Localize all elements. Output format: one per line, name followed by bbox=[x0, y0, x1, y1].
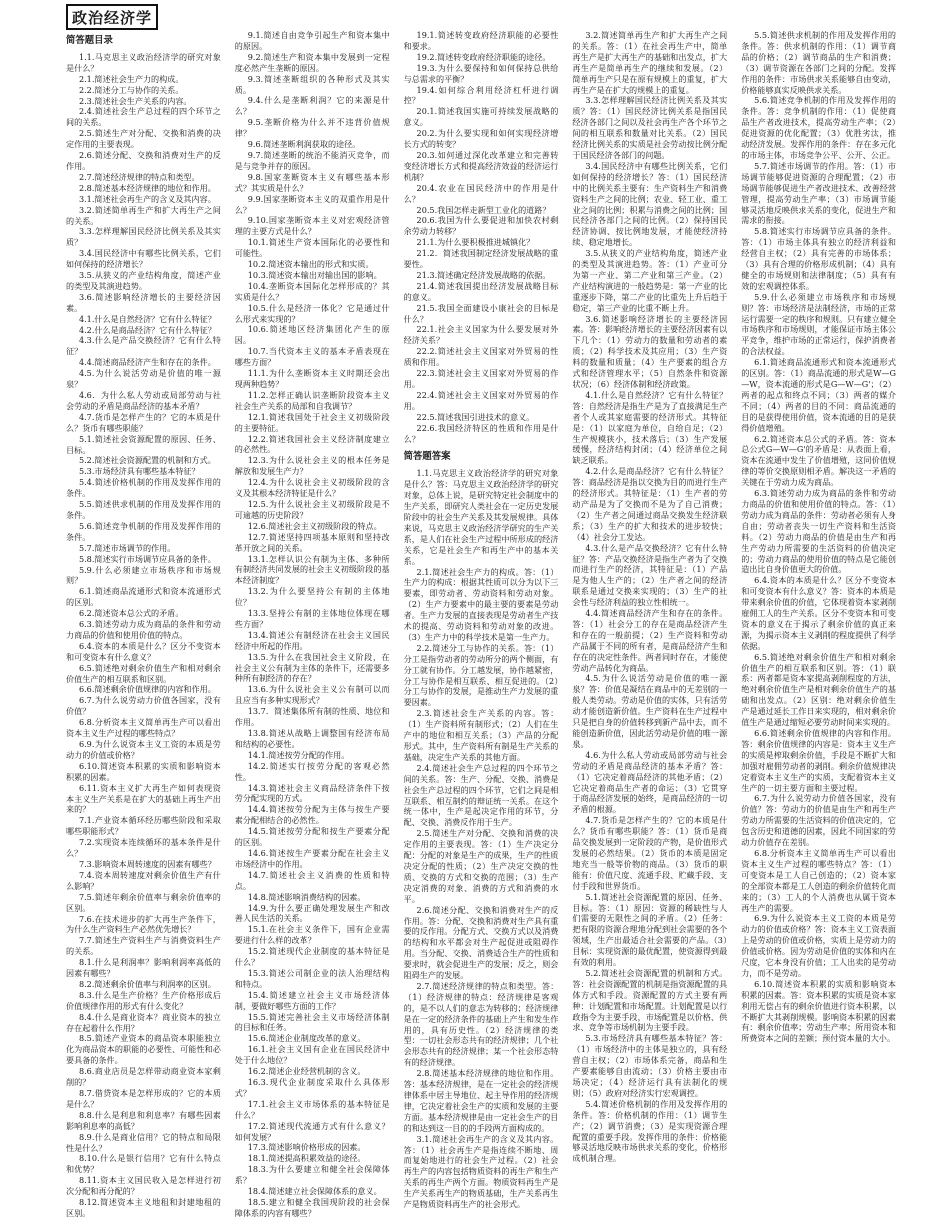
toc-item: 18.5.建立和健全我国现阶段的社会保障体系的内容有哪些？ bbox=[234, 1196, 390, 1218]
toc-item: 4.7.货币是怎样产生的？它的本质是什么？货币有哪些职能？ bbox=[66, 411, 221, 433]
toc-item: 21.4.简述我国提出经济发展战略目标的意义。 bbox=[403, 280, 559, 302]
answer-paragraph: 2.7.简述经济规律的特点和类型。答：（1）经济规律的特点：经济规律是客观的，是不以人们的意志为转移的；经济规律是在一定的经济条件的基础上产生和发生作用的，具有历史性。（2）经济规律的类型：一切社会形态共有的经济规律；几个社会形态共有的经济规律；某一个社会形态特有的经济规律。 bbox=[403, 980, 559, 1068]
toc-item: 4.6．为什么私人劳动或局部劳动与社会劳动的矛盾是商品经济的基本矛盾？ bbox=[66, 390, 221, 411]
toc-item: 22.4.简述社会主义国家对外贸易的作用。 bbox=[403, 389, 559, 411]
toc-item: 8.10.什么是银行信用？它有什么特点和优势？ bbox=[66, 1153, 221, 1175]
toc-item: 14.8.简述影响消费结构的因素。 bbox=[247, 891, 366, 902]
toc-item: 12.1.简述我国处于社会主义初级阶段的主要特征。 bbox=[234, 411, 390, 433]
toc-item: 9.3.简述垄断组织的各种形式及其实质。 bbox=[234, 73, 390, 95]
toc-item: 21.1.为什么要积极推进城镇化？ bbox=[416, 237, 535, 248]
toc-item: 13.2.为什么要坚持公有制的主体地位？ bbox=[234, 586, 390, 608]
toc-item: 20.3.如何通过深化改革建立和完善转变经济增长方式和提高经济效益的经济运行机制？ bbox=[403, 149, 559, 182]
toc-item: 10.4.垄断资本国际化怎样形成的？其实质是什么？ bbox=[234, 280, 390, 302]
toc-item: 6.3.简述劳动力成为商品的条件和劳动力商品的价值和使用价值的特点。 bbox=[66, 619, 221, 640]
answer-paragraph: 1.1.马克思主义政治经济学的研究对象是什么？答：马克思主义政治经济学的研究对象，总体上说，是研究特定社会制度中的生产关系，即研究人类社会在一定历史发展阶段中的社会生产关系及其发展规律。具体来说，马克思主义政治经济学研究的生产关系，是人们在社会生产过程中所形成的经济关系，它是社会生产和再生产中的基本关系。 bbox=[403, 468, 559, 566]
answer-paragraph: 6.3.简述劳动力成为商品的条件和劳动力商品的价值和使用价值的特点。答：（1）劳动力成为商品的条件：劳动者必须有人身自由；劳动者丧失一切生产资料和生活资料。（2）劳动力商品的价值是由生产和再生产劳动力所需要的生活资料的价值决定的；劳动力商品的使用价值的特点是它能创造出比自身价值更大的价值。 bbox=[741, 488, 896, 575]
toc-item: 5.1.简述社会资源配置的原因、任务、目标。 bbox=[66, 433, 221, 455]
toc-item: 14.2.简述实行按劳分配的客观必然性。 bbox=[234, 760, 390, 782]
toc-item: 12.3.为什么说社会主义的根本任务是解放和发展生产力？ bbox=[234, 455, 390, 477]
toc-item: 16.2.简述企业经营机制的含义。 bbox=[247, 1066, 366, 1077]
toc-item: 7.4.资本周转速度对剩余价值生产有什么影响？ bbox=[66, 869, 221, 891]
answer-paragraph: 2.2.简述分工与协作的关系。答：（1）分工是指劳动者的劳动所分的两个侧面，有分工就有协作。分工越发展，协作越紧密，分工与协作是相互联系、相互促进的。（2）分工与协作的发展，是推动生产力发展的重要因素。 bbox=[403, 642, 559, 708]
answer-paragraph: 2.4.简述社会生产总过程的四个环节之间的关系。答：生产、分配、交换、消费是社会生产总过程的四个环节，它们之间是相互联系、相互制约的辩证统一关系。在这个统一体中，生产是起决定作用的环节，分配、交换、消费反作用于生产。 bbox=[403, 762, 559, 828]
toc-item: 8.1.什么是利润率？影响利润率高低的因素有哪些？ bbox=[66, 957, 221, 979]
answer-paragraph: 5.7.简述市场调节的作用。答：（1）市场调节能够促进资源的合理配置；（2）市场调节能够促进生产者改进技术、改善经营管理，提高劳动生产率；（3）市场调节能够灵活地反映供求关系的变化，促进生产和需求的衔接。 bbox=[741, 160, 896, 226]
toc-item: 10.1.简述生产资本国际化的必要性和可能性。 bbox=[234, 237, 390, 259]
toc-item: 16.3.现代企业制度采取什么具体形式？ bbox=[234, 1077, 390, 1098]
toc-item: 15.4.简述建立社会主义市场经济体制，要做好哪些方面的工作？ bbox=[234, 989, 390, 1011]
toc-item: 4.4.简述商品经济产生和存在的条件。 bbox=[78, 357, 216, 368]
toc-item: 8.5.简述产业资本的商品资本职能独立化为商品资本的职能的必要性、可能性和必要具备的条件。 bbox=[66, 1033, 221, 1066]
toc-item: 13.6.为什么说社会主义公有制可以而且应当有多种实现形式？ bbox=[234, 684, 390, 706]
toc-item: 9.7.简述垄断的统治不能消灭竞争，而是与竞争并存的原因。 bbox=[234, 149, 390, 171]
answer-paragraph: 2.3.简述社会生产关系的内容。答：（1）生产资料所有制形式；（2）人们在生产中的地位和相互关系；（3）产品的分配形式。其中，生产资料所有制是生产关系的基础，决定生产关系的其他方面。 bbox=[403, 708, 559, 762]
answer-paragraph: 6.5.简述绝对剩余价值生产和相对剩余价值生产的相互联系和区别。答：（1）联系：两者都是资本家提高剥削程度的方法，绝对剩余价值生产是相对剩余价值生产的基础和出发点。（2）区别：绝对剩余价值生产是通过延长工作日来实现的，相对剩余价值生产是通过缩短必要劳动时间来实现的。 bbox=[741, 651, 896, 728]
answer-paragraph: 2.5.简述生产对分配、交换和消费的决定作用的主要表现。答：（1）生产决定分配：分配的对象是生产的成果，生产的性质决定分配的性质；（2）生产决定交换的性质、交换的方式和交换的范围；（3）生产决定消费的对象、消费的方式和消费的水平。 bbox=[403, 828, 559, 904]
toc-item: 15.3.简述公司制企业的法人治理结构和特点。 bbox=[234, 967, 390, 989]
toc-item: 14.6.简述按生产要素分配在社会主义市场经济中的作用。 bbox=[234, 847, 390, 869]
toc-item: 15.6.简述企业制度改革的意义。 bbox=[247, 1033, 366, 1044]
toc-item: 14.4.简述按劳分配为主体与按生产要素分配相结合的必然性。 bbox=[234, 804, 390, 826]
toc-item: 13.4.简述公有制经济在社会主义国民经济中所起的作用。 bbox=[234, 629, 390, 651]
column-3 bbox=[404, 30, 559, 1226]
toc-item: 17.1.社会主义市场体系的基本特征是什么？ bbox=[234, 1098, 390, 1120]
toc-item: 15.1.在社会主义条件下，国有企业需要进行什么样的改革？ bbox=[234, 924, 390, 946]
toc-item: 19.3.为什么要保持和如何保持总供给与总需求的平衡？ bbox=[403, 62, 559, 84]
toc-item: 22.3.简述社会主义国家对外贸易的作用。 bbox=[403, 368, 559, 389]
toc-item: 11.1.为什么垄断资本主义时期还会出现两种趋势？ bbox=[234, 368, 390, 389]
toc-item: 19.4.如何综合利用经济杠杆进行调控？ bbox=[403, 84, 559, 106]
toc-item: 20.5.我国怎样走新型工业化的道路？ bbox=[416, 204, 551, 215]
answer-paragraph: 4.5.为什么说活劳动是价值的唯一源泉？答：价值是凝结在商品中的无差别的一般人类劳动。劳动是价值的实体，只有活劳动才能创造新价值。生产资料在生产过程中只是把自身的价值转移到新产品中去，而不能创造新价值，因此活劳动是价值的唯一源泉。 bbox=[572, 673, 728, 749]
toc-item: 13.5.为什么在我国社会主义阶段，在社会主义公有制为主体的条件下，还需要多种所有制经济的存在？ bbox=[234, 651, 390, 684]
toc-item: 10.3.简述资本输出对输出国的影响。 bbox=[247, 269, 382, 280]
toc-item: 2.6.简述分配、交换和消费对生产的反作用。 bbox=[66, 150, 221, 171]
answer-paragraph: 6.7.为什么说劳动力价值各国家，没有价值？答：劳动力的价值是由生产和再生产劳动力所需要的生活资料的价值决定的，它包含历史和道德的因素，因此不同国家的劳动力价值存在差别。 bbox=[741, 793, 896, 848]
toc-item: 14.9.为什么要正确处理发展生产和改善人民生活的关系。 bbox=[234, 902, 390, 924]
toc-item: 8.12.简述资本主义地租和封建地租的区别。 bbox=[66, 1197, 221, 1218]
toc-item: 5.7.简述市场调节的作用。 bbox=[78, 542, 176, 553]
toc-item: 7.3.影响资本周转速度的因素有哪些？ bbox=[78, 858, 216, 869]
answers-heading: 简答题答案 bbox=[403, 451, 451, 463]
toc-item: 5.2.简述社会资源配置的机制和方式。 bbox=[78, 455, 216, 466]
toc-item: 6.11.资本主义扩大再生产如何表现资本主义生产关系是在扩大的基础上再生产出来的？ bbox=[66, 782, 221, 815]
toc-item: 2.8.简述基本经济规律的地位和作用。 bbox=[78, 182, 216, 193]
answer-paragraph: 2.8.简述基本经济规律的地位和作用。答：基本经济规律，是在一定社会的经济规律体系中居主导地位、起主导作用的经济规律，它决定着社会生产的实质和发展的主要方面。基本经济规律是由一定社会生产的目的和达到这一目的的手段两方面构成的。 bbox=[403, 1068, 559, 1133]
toc-item: 7.2.实现资本连续循环的基本条件是什么？ bbox=[66, 837, 221, 859]
toc-item: 9.2.简述生产和资本集中发展到一定程度必然产生垄断的原因。 bbox=[234, 51, 390, 73]
toc-item: 21.2．简述我国制定经济发展战略的重要性。 bbox=[403, 248, 559, 270]
toc-item: 5.3.市场经济具有哪些基本特征？ bbox=[78, 466, 200, 477]
toc-item: 6.5.简述绝对剩余价值生产和相对剩余价值生产的相互联系和区别。 bbox=[66, 662, 221, 684]
toc-item: 9.10.国家垄断资本主义对宏观经济管理的主要方式是什么？ bbox=[234, 215, 390, 237]
answer-paragraph: 6.10.简述资本积累的实质和影响资本积累的因素。答：资本积累的实质是资本家利用无偿占有的剩余价值进行资本积累，以不断扩大其剥削规模。影响资本积累的因素有：剩余价值率；劳动生产率；所用资本和所费资本之间的差额；预付资本量的大小。 bbox=[741, 978, 896, 1044]
toc-item: 6.7.为什么说劳动力价值各国家，没有价值？ bbox=[66, 695, 221, 717]
toc-item: 2.7.简述经济规律的特点和类型。 bbox=[78, 171, 200, 182]
toc-item: 10.6.简述地区经济集团化产生的原因。 bbox=[234, 324, 390, 346]
answer-paragraph: 4.3.什么是产品交换经济？它有什么特征？答：产品交换经济是指生产者为了交换而进行生产的经济，其特征是：（1）产品是为他人生产的；（2）生产者之间的经济联系是通过交换来实现的；（3）生产的社会性与经济利益的独立性相统一。 bbox=[572, 542, 728, 608]
column-5 bbox=[741, 30, 896, 1226]
toc-item: 4.2.什么是商品经济？它有什么特征？ bbox=[78, 324, 216, 335]
toc-heading: 简答题目录 bbox=[66, 35, 113, 46]
toc-item: 4.1.什么是自然经济？它有什么特征？ bbox=[78, 313, 216, 324]
answer-paragraph: 6.2.简述资本总公式的矛盾。答：资本总公式G—W—G'的矛盾是：从表面上看，资本在流通中发生了价值增殖，这同价值规律的等价交换原则相矛盾。解决这一矛盾的关键在于劳动力成为商品。 bbox=[741, 433, 896, 488]
toc-item: 2.5.简述生产对分配、交换和消费的决定作用的主要表现。 bbox=[66, 128, 221, 150]
answer-paragraph: 2.1.简述社会生产力的构成。答：（1）生产力的构成：根据其性质可以分为以下三要素，即劳动者、劳动资料和劳动对象。（2）生产力要素中的最主要的要素是劳动者。生产力发展的直接表现是劳动者生产技术的提高、劳动资料和劳动对象的改进。（3）生产力中的科学技术是第一生产力。 bbox=[403, 566, 559, 642]
answer-paragraph: 5.3.市场经济具有哪些基本特征？答：（1）市场经济中的主体是独立的，具有经营自主权；（2）市场体系完备，商品和生产要素能够自由流动；（3）价格主要由市场决定；（4）经济运行具有法制化的规则；（5）政府对经济实行宏观调控。 bbox=[572, 1033, 728, 1098]
toc-item: 19.2.简述转变政府经济职能的途径。 bbox=[416, 51, 551, 62]
toc-item: 6.8.分析资本主义简单再生产可以看出资本主义生产过程的哪些特点？ bbox=[66, 717, 221, 739]
toc-item: 7.1.产业资本循环经历哪些阶段和采取哪些职能形式？ bbox=[66, 815, 221, 837]
toc-item: 8.8.什么是利息和利息率？有哪些因素影响利息率的高低？ bbox=[66, 1109, 221, 1131]
toc-item: 9.8.国家垄断资本主义有哪些基本形式？其实质是什么？ bbox=[234, 171, 390, 193]
toc-item: 13.1.怎样认识公有制为主体、多种所有制经济共同发展的社会主义初级阶段的基本经济制度？ bbox=[234, 553, 390, 586]
toc-item: 19.1.简述转变政府经济职能的必要性和要求。 bbox=[403, 30, 559, 51]
toc-item: 18.1.简述提高积累效益的途径。 bbox=[247, 1153, 366, 1164]
toc-item: 2.2.简述分工与协作的关系。 bbox=[78, 84, 184, 95]
toc-item: 8.6.商业店员是怎样带动商业资本家剩削的？ bbox=[66, 1066, 221, 1088]
toc-item: 7.7.简述生产资料生产与消费资料生产的关系。 bbox=[66, 935, 221, 957]
toc-item: 22.6.我国经济特区的性质和作用是什么？ bbox=[403, 422, 559, 444]
toc-item: 12.7.简述坚持四项基本原则和坚持改革开放之间的关系。 bbox=[234, 531, 390, 553]
answer-paragraph: 3.6.简述影响经济增长的主要经济因素。答：影响经济增长的主要经济因素有以下几个：（1）劳动力的数量和劳动者的素质；（2）科学技术及其应用；（3）生产资料的数量和质量；（4）生产要素的组合方式和经济管理水平；（5）自然条件和资源状况；（6）经济体制和经济政策。 bbox=[572, 313, 728, 389]
toc-item: 22.1.社会主义国家为什么要发展对外经济关系？ bbox=[403, 324, 559, 346]
toc-item: 3.2.简述简单再生产和扩大再生产之间的关系。 bbox=[66, 204, 221, 226]
toc-item: 2.3.简述社会生产关系的内容。 bbox=[78, 95, 192, 106]
toc-item: 14.1.简述按劳分配的作用。 bbox=[247, 749, 350, 760]
answer-paragraph: 6.6.简述剩余价值规律的内容和作用。答：剩余价值规律的内容是：资本主义生产的实质是榨取剩余价值，手段是不断扩大和加强对雇佣劳动者的剥削。剩余价值规律决定着资本主义生产的实质，支配着资本主义生产的一切主要方面和主要过程。 bbox=[741, 728, 896, 793]
answer-paragraph: 4.2.什么是商品经济？它有什么特征？答：商品经济是指以交换为目的而进行生产的经济形式。其特征是：（1）生产者的劳动产品是为了交换而不是为了自己消费；（2）生产者之间通过商品交换发生经济联系；（3）生产的扩大和技术的进步较快；（4）社会分工发达。 bbox=[572, 466, 728, 542]
answer-paragraph: 3.1.简述社会再生产的含义及其内容。答：（1）社会再生产是指连续不断地、周而复始地进行的社会生产过程。（2）社会再生产的内容包括物质资料的再生产和生产关系的再生产两个方面。物质资料再生产是生产关系再生产的物质基础，生产关系再生产是物质资料再生产的社会形式。 bbox=[403, 1133, 559, 1210]
toc-item: 18.3.为什么要建立和健全社会保障体系？ bbox=[234, 1164, 390, 1186]
column-4 bbox=[572, 30, 727, 1226]
answer-paragraph: 4.4.简述商品经济产生和存在的条件。答：（1）社会分工的存在是商品经济产生和存在的一般前提；（2）生产资料和劳动产品属于不同的所有者，是商品经济产生和存在的决定性条件。两者同时存在，才能使劳动产品转化为商品。 bbox=[572, 608, 728, 673]
answer-paragraph: 5.5.简述供求机制的作用及发挥作用的条件。答：供求机制的作用：（1）调节商品的价格；（2）调节商品的生产和消费；（3）调节资源在各部门之间的分配。发挥作用的条件：市场供求关系能够自由变动，价格能够真实反映供求关系。 bbox=[741, 30, 896, 95]
toc-item: 8.4.什么是商业资本？商业资本的独立存在起着什么作用？ bbox=[66, 1011, 221, 1033]
toc-item: 9.9.国家垄断资本主义的双重作用是什么？ bbox=[234, 193, 390, 215]
toc-item: 5.6.简述竞争机制的作用及发挥作用的条件。 bbox=[66, 520, 221, 542]
answer-paragraph: 5.9.什么必须建立市场秩序和市场规则？答：市场经济是法制经济，市场的正常运行需要一定的秩序和规则。只有建立健全市场秩序和市场规则，才能保证市场主体公平竞争，维护市场的正常运行，保护消费者的合法权益。 bbox=[741, 291, 896, 357]
answer-paragraph: 3.3.怎样理解国民经济比例关系及其实质？答：（1）国民经济比例关系是指国民经济各部门之间以及社会再生产各个环节之间的相互联系和数量对比关系。（2）国民经济比例关系的实质是社会劳动按比例分配于国民经济各部门的问题。 bbox=[572, 95, 728, 160]
toc-item: 8.3.什么是生产价格？生产价格形成后价值规律作用的形式有什么变化？ bbox=[66, 989, 221, 1011]
toc-item: 14.3.简述社会主义商品经济条件下按劳分配实现的方式。 bbox=[234, 782, 390, 804]
toc-item: 3.5.从狭义的产业结构角度，简述产业的类型及其演进趋势。 bbox=[66, 270, 221, 291]
answer-paragraph: 3.4.国民经济中有哪些比例关系，它们如何保持的经济增长？答：（1）国民经济中的比例关系主要有：生产资料生产和消费资料生产之间的比例；农业、轻工业、重工业之间的比例；积累与消费之间的比例；国民经济各部门之间的比例。（2）保持国民经济协调、按比例地发展，才能使经济持续、稳定地增长。 bbox=[572, 160, 728, 248]
answer-paragraph: 4.6.为什么私人劳动或局部劳动与社会劳动的矛盾是商品经济的基本矛盾？答：（1）它决定着商品经济的其他矛盾；（2）它决定着商品生产者的命运；（3）它贯穿于商品经济发展的始终，是商品经济的一切矛盾的根源。 bbox=[572, 749, 728, 815]
toc-item: 3.6.简述影响经济增长的主要经济因素。 bbox=[66, 291, 221, 313]
answer-paragraph: 5.8.简述实行市场调节应具备的条件。答：（1）市场主体具有独立的经济利益和经营自主权；（2）具有完善的市场体系；（3）具有合理的价格形成机制；（4）具有健全的市场规则和法律制度；（5）具有有效的宏观调控体系。 bbox=[741, 226, 896, 291]
toc-item: 8.11.资本主义国民收入是怎样进行初次分配和再分配的？ bbox=[66, 1175, 221, 1197]
toc-item: 11.2.怎样正确认识垄断阶段资本主义社会生产关系的局部和自我调节？ bbox=[234, 389, 390, 411]
toc-item: 12.6.简述社会主义初级阶段的特点。 bbox=[247, 520, 382, 531]
toc-item: 3.1.简述社会再生产的含义及其内容。 bbox=[78, 193, 216, 204]
toc-item: 20.4.农业在国民经济中的作用是什么？ bbox=[403, 182, 559, 204]
toc-item: 20.1.简述我国实施可持续发展战略的意义。 bbox=[403, 106, 559, 128]
toc-item: 12.4.为什么说社会主义初级阶段的含义及其根本经济特征是什么？ bbox=[234, 477, 390, 499]
toc-item: 15.2.简述现代企业制度的基本特征是什么？ bbox=[234, 946, 390, 968]
toc-item: 20.2.为什么要实现和如何实现经济增长方式的转变？ bbox=[403, 128, 559, 150]
toc-item: 2.1.简述社会生产力的构成。 bbox=[78, 73, 184, 84]
document-title: 政治经济学 bbox=[66, 4, 158, 30]
toc-item: 15.5.简述完善社会主义市场经济体制的目标和任务。 bbox=[234, 1011, 390, 1033]
answer-paragraph: 5.4.简述价格机制的作用及发挥作用的条件。答：价格机制的作用：（1）调节生产；（2）调节消费；（3）是实现资源合理配置的重要手段。发挥作用的条件：价格能够灵活地反映市场供求关系的变化，价格形成机制合理。 bbox=[572, 1098, 728, 1164]
toc-item: 9.5.垄断价格为什么并不违背价值规律？ bbox=[234, 117, 390, 139]
toc-item: 13.7．简述集体所有制的性质、地位和作用。 bbox=[234, 706, 390, 728]
column-1 bbox=[66, 30, 221, 1226]
toc-item: 1.1.马克思主义政治经济学的研究对象是什么？ bbox=[66, 51, 221, 73]
toc-item: 6.10.简述资本积累的实质和影响资本积累的因素。 bbox=[66, 760, 221, 782]
toc-item: 17.3.简述影响价格形成的因素。 bbox=[247, 1142, 366, 1153]
toc-item: 3.4.国民经济中有哪些比例关系，它们如何保持的经济增长？ bbox=[66, 248, 221, 270]
toc-item: 21.3.简述确定经济发展战略的依据。 bbox=[416, 269, 551, 280]
answer-paragraph: 3.5.从狭义的产业结构角度，简述产业的类型及其演进趋势。答：（1）产业可分为第一产业、第二产业和第三产业。（2）产业结构演进的一般趋势是：第一产业的比重逐步下降，第二产业的比重先上升后趋于稳定，第三产业的比重不断上升。 bbox=[572, 248, 728, 313]
answer-paragraph: 6.9.为什么说资本主义工资的本质是劳动力的价值或价格？答：资本主义工资表面上是劳动的价值或价格，实质上是劳动力的价值或价格。因为劳动是价值的实体和内在尺度，它本身没有价值；工人出卖的是劳动力，而不是劳动。 bbox=[741, 913, 896, 978]
answer-paragraph: 5.2.简述社会资源配置的机制和方式。答：社会资源配置的机制是指资源配置的具体方式和手段。资源配置的方式主要有两种：计划配置和市场配置。计划配置是以行政指令为主要手段，市场配置是以价格、供求、竞争等市场机制为主要手段。 bbox=[572, 967, 728, 1033]
toc-item: 9.6.简述垄断利润获取的途径。 bbox=[247, 139, 361, 150]
toc-item: 22.2.简述社会主义国家对外贸易的性质和作用。 bbox=[403, 346, 559, 368]
toc-item: 22.5.简述我国引进技术的意义。 bbox=[416, 411, 535, 422]
answer-paragraph: 6.1.简述商品流通形式和资本流通形式的区别。答：（1）商品流通的形式是W—G—W，资本流通的形式是G—W—G'；（2）两者的起点和终点不同；（3）两者的媒介不同；（4）两者的目的不同：商品流通的目的是获得使用价值，资本流通的目的是获得价值增殖。 bbox=[741, 357, 896, 433]
toc-item: 18.4.简述建立社会保障体系的意义。 bbox=[247, 1186, 382, 1197]
toc-item: 8.9.什么是商业信用？它的特点和局限性是什么？ bbox=[66, 1131, 221, 1153]
toc-item: 13.3.坚持公有制的主体地位体现在哪些方面？ bbox=[234, 608, 390, 629]
toc-item: 4.5.为什么说活劳动是价值的唯一源泉？ bbox=[66, 368, 221, 390]
toc-item: 6.4.资本的本质是什么？区分不变资本和可变资本有什么意义？ bbox=[66, 640, 221, 662]
toc-item: 10.5.什么是经济一体化？它是通过什么形式来实现的？ bbox=[234, 302, 390, 324]
toc-item: 5.9.什么必须建立市场秩序和市场规则？ bbox=[66, 564, 221, 586]
answer-paragraph: 4.7.货币是怎样产生的？它的本质是什么？货币有哪些职能？答：（1）货币是商品交换发展到一定阶段的产物，是价值形式发展的必然结果。（2）货币的本质是固定地充当一般等价物的商品。（3）货币的职能有：价值尺度、流通手段、贮藏手段、支付手段和世界货币。 bbox=[572, 815, 728, 891]
toc-item: 10.7.当代资本主义的基本矛盾表现在哪些方面？ bbox=[234, 346, 390, 368]
toc-item: 14.7.简述社会主义消费的性质和特点。 bbox=[234, 869, 390, 891]
answer-paragraph: 4.1.什么是自然经济？它有什么特征？答：自然经济是指生产是为了直接满足生产者个人或其家庭需要的经济形式。其特征是：（1）以家庭为单位，自给自足；（2）生产规模狭小，技术落后；（3）生产发展缓慢，经济结构封闭；（4）经济单位之间缺乏联系。 bbox=[572, 389, 728, 466]
toc-item: 12.5.为什么说社会主义初级阶段是不可逾越的历史阶段？ bbox=[234, 498, 390, 520]
answer-paragraph: 5.6.简述竞争机制的作用及发挥作用的条件。答：竞争机制的作用：（1）促使商品生产者改进技术，提高劳动生产率；（2）促进资源的优化配置；（3）优胜劣汰，推动经济发展。发挥作用的条件：存在多元化的市场主体，市场竞争公平、公开、公正。 bbox=[741, 95, 896, 160]
toc-item: 5.8.简述实行市场调节应具备的条件。 bbox=[78, 553, 216, 564]
toc-item: 5.5.简述供求机制的作用及发挥作用的条件。 bbox=[66, 499, 221, 520]
toc-item: 6.2.简述资本总公式的矛盾。 bbox=[78, 608, 184, 619]
toc-item: 10.2.简述资本输出的形式和实质。 bbox=[247, 259, 374, 270]
toc-item: 20.6.我国为什么要促进和加快农村剩余劳动力转移？ bbox=[403, 215, 559, 237]
toc-item: 21.5.我国全面建设小康社会的目标是什么？ bbox=[403, 302, 559, 324]
toc-item: 7.6.在技术进步的扩大再生产条件下，为什么生产资料生产必然优先增长？ bbox=[66, 913, 221, 935]
toc-item: 7.5.简述年剩余价值率与剩余价值率的区别。 bbox=[66, 891, 221, 913]
toc-item: 8.7.借贷资本是怎样形成的？它的本质是什么？ bbox=[66, 1088, 221, 1109]
answer-paragraph: 6.8.分析资本主义简单再生产可以看出资本主义生产过程的哪些特点？答：（1）可变资本是工人自己创造的；（2）资本家的全部资本都是工人创造的剩余价值转化而来的；（3）工人的个人消费也从属于资本再生产的需要。 bbox=[741, 847, 896, 913]
column-2 bbox=[235, 30, 390, 1226]
toc-item: 9.1.简述自由竞争引起生产和资本集中的原因。 bbox=[234, 30, 390, 51]
toc-item: 2.4.简述社会生产总过程的四个环节之间的关系。 bbox=[66, 106, 221, 128]
toc-item: 16.1.社会主义国有企业在国民经济中处于什么地位？ bbox=[234, 1044, 390, 1066]
answer-paragraph: 2.6.简述分配、交换和消费对生产的反作用。答：分配、交换和消费对生产具有重要的反作用。分配方式、交换方式以及消费的结构和水平都会对生产起促进或阻碍作用。当分配、交换、消费适合生产的性质和要求时，就会促进生产的发展；反之，则会阻碍生产的发展。 bbox=[403, 904, 559, 981]
toc-item: 6.9.为什么说资本主义工资的本质是劳动力的价值或价格？ bbox=[66, 739, 221, 760]
toc-item: 17.2.简述现代流通方式有什么意义？如何发展？ bbox=[234, 1120, 390, 1142]
toc-item: 5.4.简述价格机制的作用及发挥作用的条件。 bbox=[66, 477, 221, 499]
toc-item: 9.4.什么是垄断利润？它的来源是什么？ bbox=[234, 95, 390, 117]
text-columns bbox=[66, 30, 896, 1226]
answer-paragraph: 3.2.简述简单再生产和扩大再生产之间的关系。答：（1）在社会再生产中，简单再生产是扩大再生产的基础和出发点，扩大再生产是简单再生产的继续和发展。（2）简单再生产只是在原有规模上的重复，扩大再生产是在扩大的规模上的重复。 bbox=[572, 30, 728, 95]
toc-item: 13.8.简述从战略上调整国有经济布局和结构的必要性。 bbox=[234, 728, 390, 749]
toc-item: 12.2.简述我国社会主义经济制度建立的必然性。 bbox=[234, 433, 390, 455]
toc-item: 3.3.怎样理解国民经济比例关系及其实质？ bbox=[66, 226, 221, 248]
toc-item: 8.2.简述剩余价值率与利润率的区别。 bbox=[78, 978, 216, 989]
answer-paragraph: 5.1.简述社会资源配置的原因、任务、目标。答：（1）原因：资源的稀缺性与人们需要的无限性之间的矛盾。（2）任务：把有限的资源合理地分配到社会需要的各个领域，生产出最适合社会需要的产品。（3）目标：实现资源的最优配置，使资源得到最有效的利用。 bbox=[572, 891, 728, 968]
toc-item: 4.3.什么是产品交换经济？它有什么特征？ bbox=[66, 335, 221, 357]
toc-item: 6.1.简述商品流通形式和资本流通形式的区别。 bbox=[66, 586, 221, 608]
answer-paragraph: 6.4.资本的本质是什么？区分不变资本和可变资本有什么意义？答：资本的本质是带来剩余价值的价值，它体现着资本家剥削雇佣工人的生产关系。区分不变资本和可变资本的意义在于揭示了剩余价值的真正来源，为揭示资本主义剥削的程度提供了科学依据。 bbox=[741, 575, 896, 651]
toc-item: 14.5.简述按劳分配和按生产要素分配的区别。 bbox=[234, 826, 390, 848]
toc-item: 6.6.简述剩余价值规律的内容和作用。 bbox=[78, 684, 216, 695]
